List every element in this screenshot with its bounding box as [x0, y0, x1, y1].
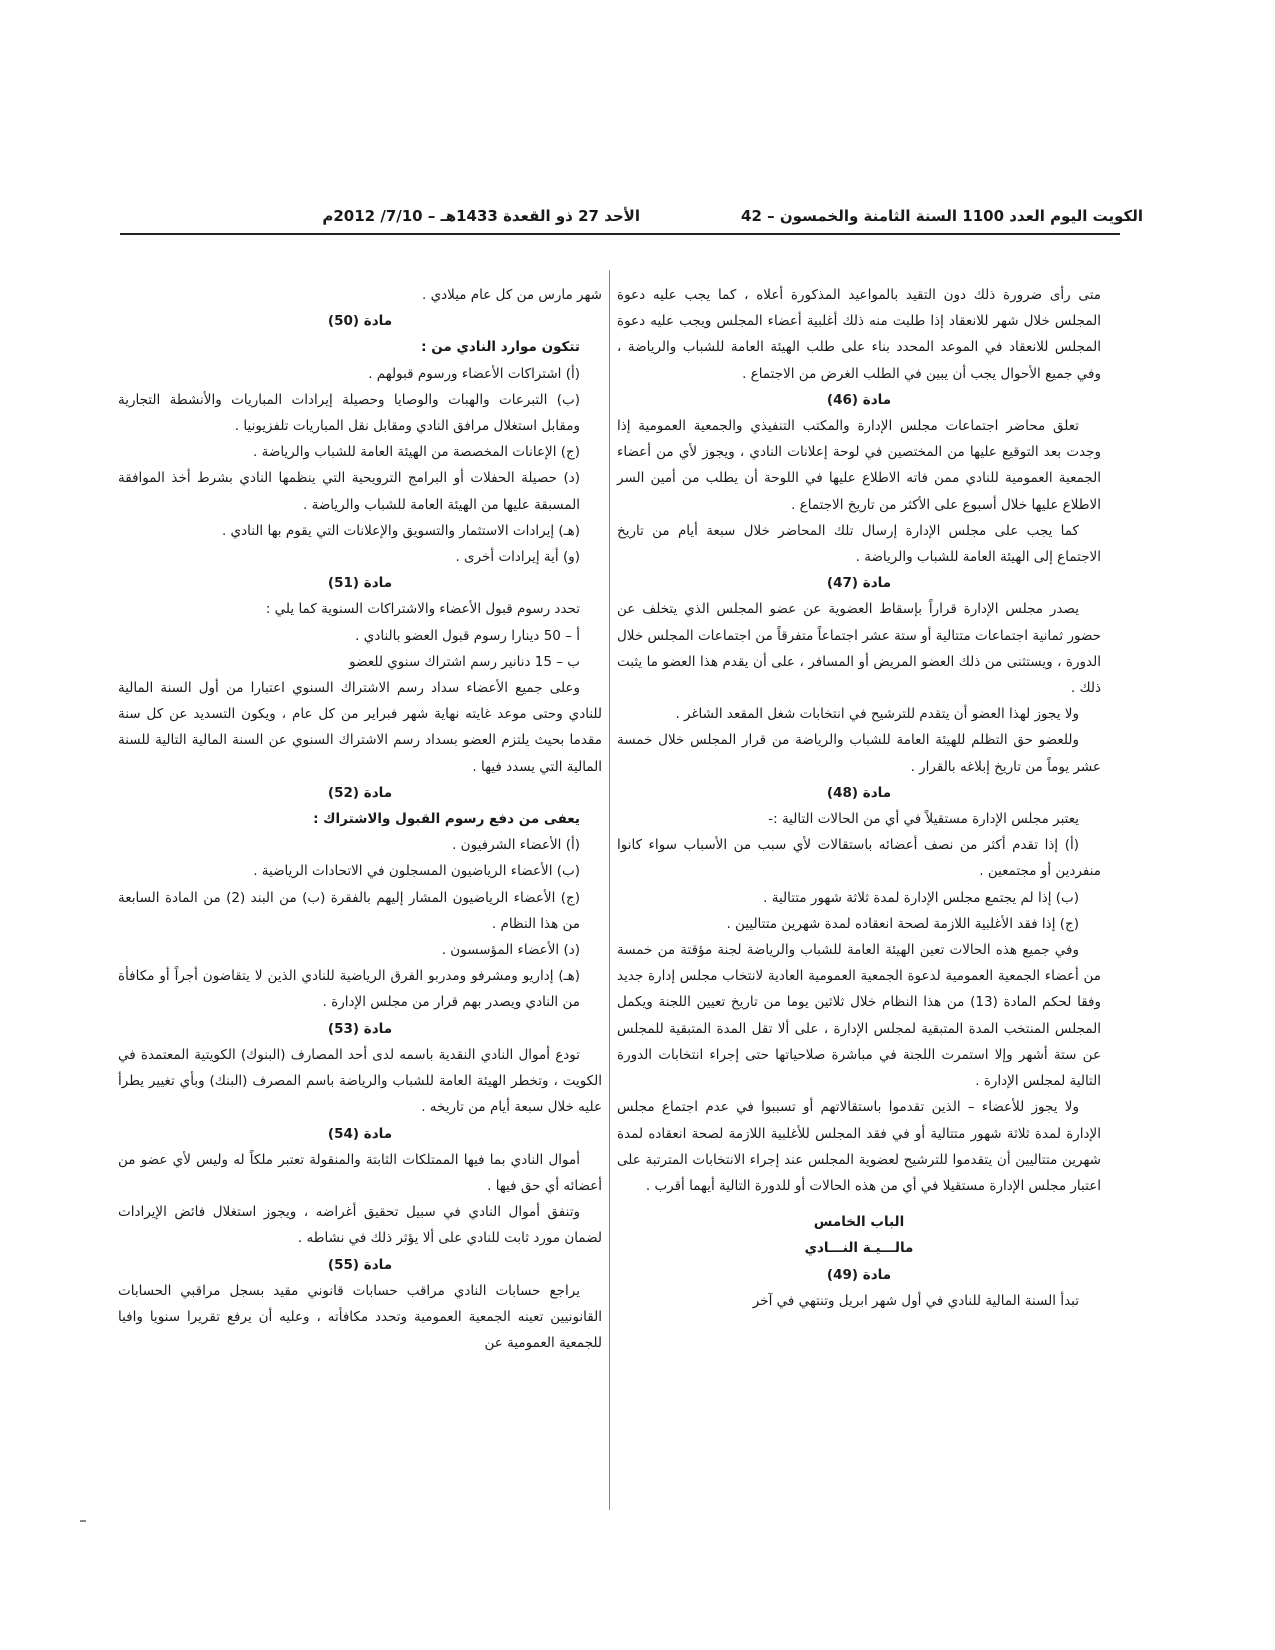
section-heading: مادة (49) [826, 1266, 892, 1283]
paragraph: تبدأ السنة المالية للنادي في أول شهر ابريل وتنتهي في آخر [752, 1292, 1079, 1309]
list-item: (ب) الأعضاء الرياضيون المسجلون في الاتحادات الرياضية . [253, 863, 580, 880]
header-date: الأحد 27 ذو القعدة 1433هـ – 7/10/ 2012م [322, 207, 640, 225]
paragraph: (أ) إذا تقدم أكثر من نصف أعضائه باستقالات لأي سبب من الأسباب سواء كانوا منفردين أو مجتمعين . [617, 837, 1101, 880]
paragraph: متى رأى ضرورة ذلك دون التقيد بالمواعيد المذكورة أعلاه ، كما يجب عليه دعوة المجلس خلال شهر للانعقاد إذا طلبت منه ذلك أغلبية أعضاء المجلس ويجب عليه دعوة المجلس للانعقاد في الموعد المحدد بناء على طلب الهيئة العامة للشباب والرياضة ، وفي جميع الأحوال يجب أن يبين في الطلب الغرض من الاجتماع . [617, 287, 1101, 382]
paragraph: تعلق محاضر اجتماعات مجلس الإدارة والمكتب التنفيذي والجمعية العمومية إذا وجدت بعد التوقيع عليها من المختصين في لوحة إعلانات النادي ، ويجوز لأي من أعضاء الجمعية العمومية للنادي ممن فاته الاطلاع عليها في اللوحة أن يطلب من أمين السر الاطلاع عليها خلال أسبوع على الأكثر من تاريخ الاجتماع . [617, 418, 1101, 513]
margin-mark [80, 1520, 86, 1522]
paragraph: تودع أموال النادي النقدية باسمه لدى أحد المصارف (البنوك) الكويتية المعتمدة في الكويت ، وتخطر الهيئة العامة للشباب والرياضة باسم المصرف (البنك) وبأي تغيير يطرأ عليه خلال سبعة أيام من تاريخه . [118, 1046, 602, 1116]
paragraph: ولا يجوز للأعضاء – الذين تقدموا باستقالاتهم أو تسببوا في عدم اجتماع مجلس الإدارة لمدة ثلاثة شهور متتالية أو في فقد المجلس للأغلبية اللازمة لصحة انعقاده لمدة شهرين متتاليين أن يتقدموا للترشيح لعضوية المجلس عند إجراء الانتخابات المترتبة على اعتبار مجلس الإدارة مستقيلا في أي من هذه الحالات أو للدورة التالية أيهما أقرب . [617, 1099, 1101, 1194]
header-issue-info: الكويت اليوم العدد 1100 السنة الثامنة والخمسون – 42 [741, 207, 1143, 225]
section-heading: الباب الخامس [813, 1214, 905, 1231]
list-item: (ب) إذا لم يجتمع مجلس الإدارة لمدة ثلاثة شهور متتالية . [763, 889, 1079, 906]
paragraph: يعتبر مجلس الإدارة مستقيلاً في أي من الحالات التالية :- [768, 811, 1079, 828]
section-heading: مادة (47) [826, 575, 892, 592]
column-divider [609, 270, 610, 1510]
paragraph: يصدر مجلس الإدارة قراراً بإسقاط العضوية عن عضو المجلس الذي يتخلف عن حضور ثمانية اجتماعات متتالية أو ستة عشر اجتماعاً متفرقاً من اجتماعات المجلس خلال الدورة ، ويستثنى من ذلك العضو المريض أو المسافر ، على أن يقدم هذا العضو ما يثبت ذلك . [617, 601, 1101, 697]
header-rule [120, 233, 1120, 235]
paragraph: وفي جميع هذه الحالات تعين الهيئة العامة للشباب والرياضة لجنة مؤقتة من خمسة من أعضاء الجمعية العمومية لدعوة الجمعية العمومية العادية لانتخاب مجلس إدارة جديد وفقا لحكم المادة (13) من هذا النظام خلال ثلاثين يوما من تاريخ تعيين اللجنة ويكمل المجلس المنتخب المدة المتبقية لمجلس الإدارة ، على ألا تقل المدة المتبقية للمجلس عن ستة أشهر وإلا استمرت اللجنة في مباشرة صلاحياتها حتى إجراء انتخابات الدورة التالية لمجلس الإدارة . [617, 942, 1101, 1090]
subheading: تتكون موارد النادي من : [421, 339, 580, 356]
section-heading: مادة (52) [327, 784, 393, 801]
list-item: (هـ) إداريو ومشرفو ومدربو الفرق الرياضية للنادي الذين لا يتقاضون أجراً أو مكافأة من النادي ويصدر بهم قرار من مجلس الإدارة . [118, 968, 580, 1011]
left-column [118, 282, 602, 1356]
paragraph: وللعضو حق التظلم للهيئة العامة للشباب والرياضة من قرار المجلس خلال خمسة عشر يوماً من تاريخ إبلاغه بالقرار . [617, 732, 1101, 775]
paragraph: تحدد رسوم قبول الأعضاء والاشتراكات السنوية كما يلي : [265, 601, 580, 618]
list-item: (ج) الإعانات المخصصة من الهيئة العامة للشباب والرياضة . [253, 444, 580, 461]
list-item: أ – 50 دينارا رسوم قبول العضو بالنادي . [355, 627, 580, 644]
right-column [617, 282, 1101, 1314]
list-item: (أ) اشتراكات الأعضاء ورسوم قبولهم . [368, 365, 580, 382]
subheading: يعفى من دفع رسوم القبول والاشتراك : [313, 811, 580, 828]
paragraph: ولا يجوز لهذا العضو أن يتقدم للترشيح في انتخابات شغل المقعد الشاغر . [675, 706, 1079, 723]
paragraph: وعلى جميع الأعضاء سداد رسم الاشتراك السنوي اعتبارا من أول السنة المالية للنادي وحتى موعد غايته نهاية شهر فبراير من كل عام ، ويكون التسديد عن كل سنة مقدما بحيث يلتزم العضو بسداد رسم الاشتراك السنوي عن السنة المالية التالية للسنة المالية التي يسدد فيها . [118, 680, 602, 775]
list-item: (ج) إذا فقد الأغلبية اللازمة لصحة انعقاده لمدة شهرين متتاليين . [726, 915, 1079, 932]
section-heading: مادة (46) [826, 391, 892, 408]
section-heading: مادة (53) [327, 1020, 393, 1037]
section-heading: مادة (50) [327, 313, 393, 330]
list-item: (و) أية إيرادات أخرى . [455, 549, 580, 566]
paragraph: يراجع حسابات النادي مراقب حسابات قانوني مقيد بسجل مراقبي الحسابات القانونيين تعينه الجمعية العمومية وتحدد مكافأته ، وعليه أن يرفع تقريرا سنويا وافيا للجمعية العمومية عن [118, 1282, 602, 1352]
list-item: (ج) الأعضاء الرياضيون المشار إليهم بالفقرة (ب) من البند (2) من المادة السابعة من هذا النظام . [118, 889, 580, 932]
list-item: (هـ) إيرادات الاستثمار والتسويق والإعلانات التي يقوم بها النادي . [221, 522, 580, 539]
list-item: (د) الأعضاء المؤسسون . [441, 942, 580, 959]
spacer [617, 1199, 1101, 1209]
paragraph: وتنفق أموال النادي في سبيل تحقيق أغراضه ، ويجوز استغلال فائض الإيرادات لضمان مورد ثابت للنادي على ألا يؤثر ذلك في نشاطه . [118, 1204, 602, 1247]
section-heading: مادة (51) [327, 575, 393, 592]
paragraph: شهر مارس من كل عام ميلادي . [422, 287, 602, 303]
paragraph: كما يجب على مجلس الإدارة إرسال تلك المحاضر خلال سبعة أيام من تاريخ الاجتماع إلى الهيئة العامة للشباب والرياضة . [617, 522, 1101, 566]
list-item: (د) حصيلة الحفلات أو البرامج الترويحية التي ينظمها النادي بشرط أخذ الموافقة المسبقة عليها من الهيئة العامة للشباب والرياضة . [118, 470, 580, 513]
list-item: (ب) التبرعات والهبات والوصايا وحصيلة إيرادات المباريات والأنشطة التجارية ومقابل استغلال مرافق النادي ومقابل نقل المباريات تلفزيونيا . [118, 391, 580, 435]
paragraph: أموال النادي بما فيها الممتلكات الثابتة والمنقولة تعتبر ملكاً له وليس لأي عضو من أعضائه أي حق فيها . [118, 1151, 602, 1194]
section-heading: مادة (48) [826, 784, 892, 801]
section-heading: مادة (55) [327, 1256, 393, 1273]
list-item: (أ) الأعضاء الشرفيون . [452, 837, 580, 854]
section-heading: مادة (54) [327, 1125, 393, 1142]
section-heading: مالـــيـة النـــادي [804, 1240, 914, 1257]
list-item: ب – 15 دنانير رسم اشتراك سنوي للعضو [349, 653, 580, 670]
